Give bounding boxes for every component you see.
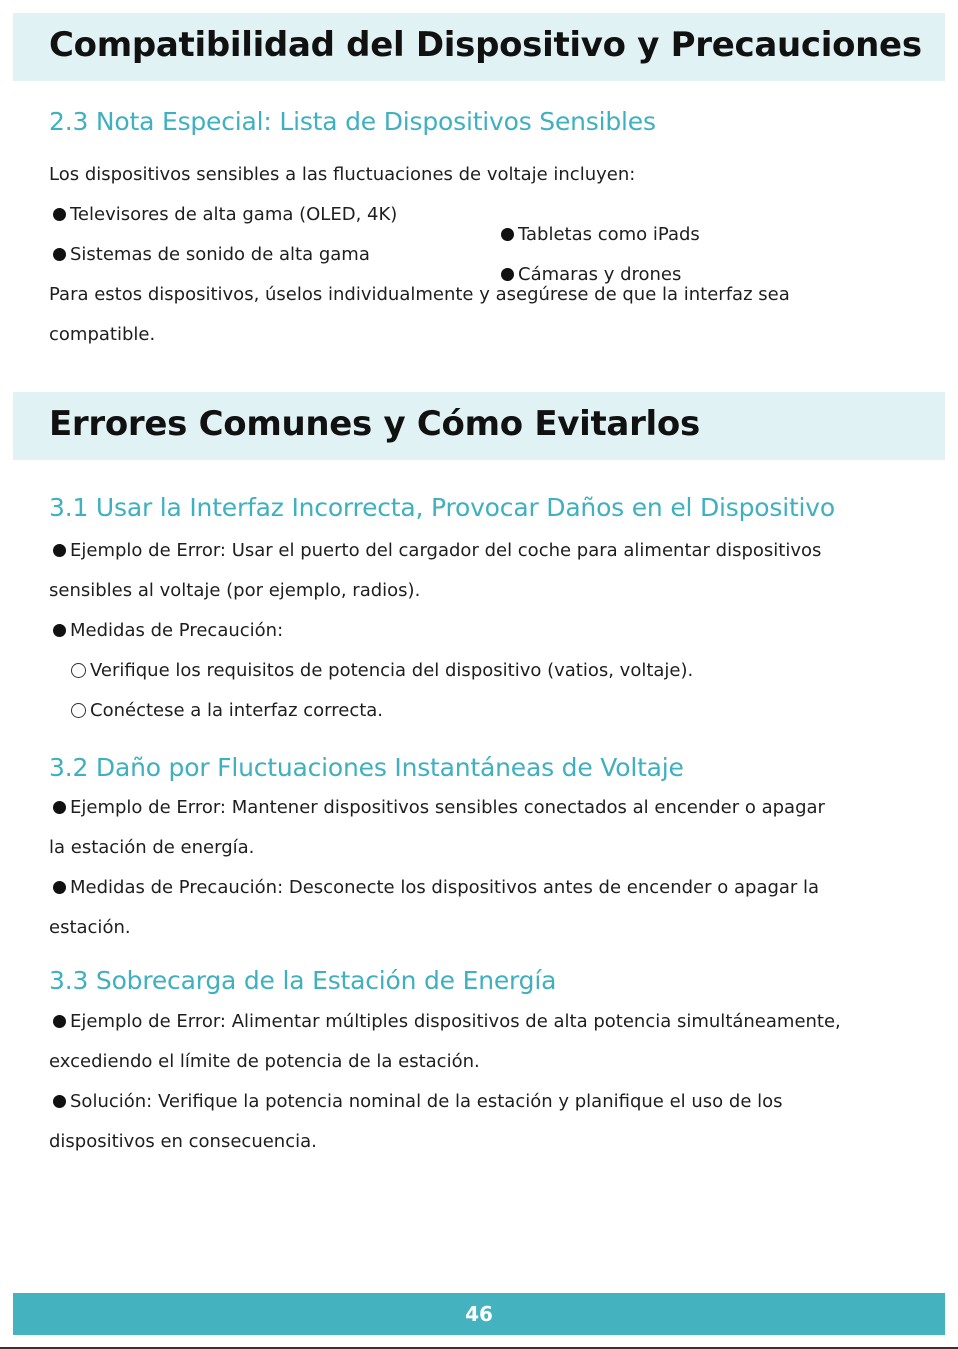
- subsection-title-3-2: 3.2 Daño por Fluctuaciones Instantáneas de Voltaje: [49, 753, 684, 782]
- bullet-circle-icon: [71, 663, 86, 678]
- section-title: Compatibilidad del Dispositivo y Precauciones: [49, 25, 922, 65]
- list-item: Sistemas de sonido de alta gama: [53, 243, 370, 267]
- paragraph-bullet: Ejemplo de Error: Alimentar múltiples dispositivos de alta potencia simultáneamente,: [53, 1010, 841, 1034]
- bullet-dot-icon: [53, 624, 66, 637]
- page-number: 46: [465, 1302, 493, 1326]
- section-header-common-errors: [13, 392, 945, 460]
- bullet-dot-icon: [53, 208, 66, 221]
- note-text: Para estos dispositivos, úselos individualmente y asegúrese de que la interfaz sea: [49, 284, 790, 305]
- paragraph-bullet: Ejemplo de Error: Mantener dispositivos sensibles conectados al encender o apagar: [53, 796, 825, 820]
- paragraph-bullet: Ejemplo de Error: Usar el puerto del cargador del coche para alimentar dispositivos: [53, 539, 821, 563]
- list-item: Cámaras y drones: [501, 263, 681, 287]
- section-title: Errores Comunes y Cómo Evitarlos: [49, 404, 700, 444]
- list-item: Televisores de alta gama (OLED, 4K): [53, 203, 397, 227]
- bullet-dot-icon: [53, 801, 66, 814]
- bullet-dot-icon: [53, 248, 66, 261]
- page-footer: [13, 1293, 945, 1335]
- bullet-dot-icon: [53, 881, 66, 894]
- paragraph-bullet: Medidas de Precaución:: [53, 619, 283, 643]
- paragraph-continuation: estación.: [49, 917, 131, 938]
- subsection-title-3-1: 3.1 Usar la Interfaz Incorrecta, Provocar Daños en el Dispositivo: [49, 493, 835, 522]
- paragraph-bullet: Solución: Verifique la potencia nominal de la estación y planifique el uso de los: [53, 1090, 783, 1114]
- bullet-dot-icon: [501, 268, 514, 281]
- sub-list-item: Verifique los requisitos de potencia del dispositivo (vatios, voltaje).: [71, 659, 693, 683]
- subsection-title-2-3: 2.3 Nota Especial: Lista de Dispositivos Sensibles: [49, 107, 656, 136]
- list-item: Tabletas como iPads: [501, 223, 700, 247]
- bullet-dot-icon: [53, 544, 66, 557]
- bullet-dot-icon: [53, 1095, 66, 1108]
- paragraph-continuation: la estación de energía.: [49, 837, 255, 858]
- subsection-title-3-3: 3.3 Sobrecarga de la Estación de Energía: [49, 966, 557, 995]
- intro-text: Los dispositivos sensibles a las fluctuaciones de voltaje incluyen:: [49, 164, 636, 185]
- paragraph-continuation: excediendo el límite de potencia de la estación.: [49, 1051, 480, 1072]
- section-header-compatibility: [13, 13, 945, 81]
- paragraph-continuation: sensibles al voltaje (por ejemplo, radios).: [49, 580, 421, 601]
- bullet-dot-icon: [501, 228, 514, 241]
- paragraph-bullet: Medidas de Precaución: Desconecte los dispositivos antes de encender o apagar la: [53, 876, 819, 900]
- bullet-circle-icon: [71, 703, 86, 718]
- note-text: compatible.: [49, 324, 156, 345]
- bullet-dot-icon: [53, 1015, 66, 1028]
- paragraph-continuation: dispositivos en consecuencia.: [49, 1131, 317, 1152]
- sub-list-item: Conéctese a la interfaz correcta.: [71, 699, 383, 723]
